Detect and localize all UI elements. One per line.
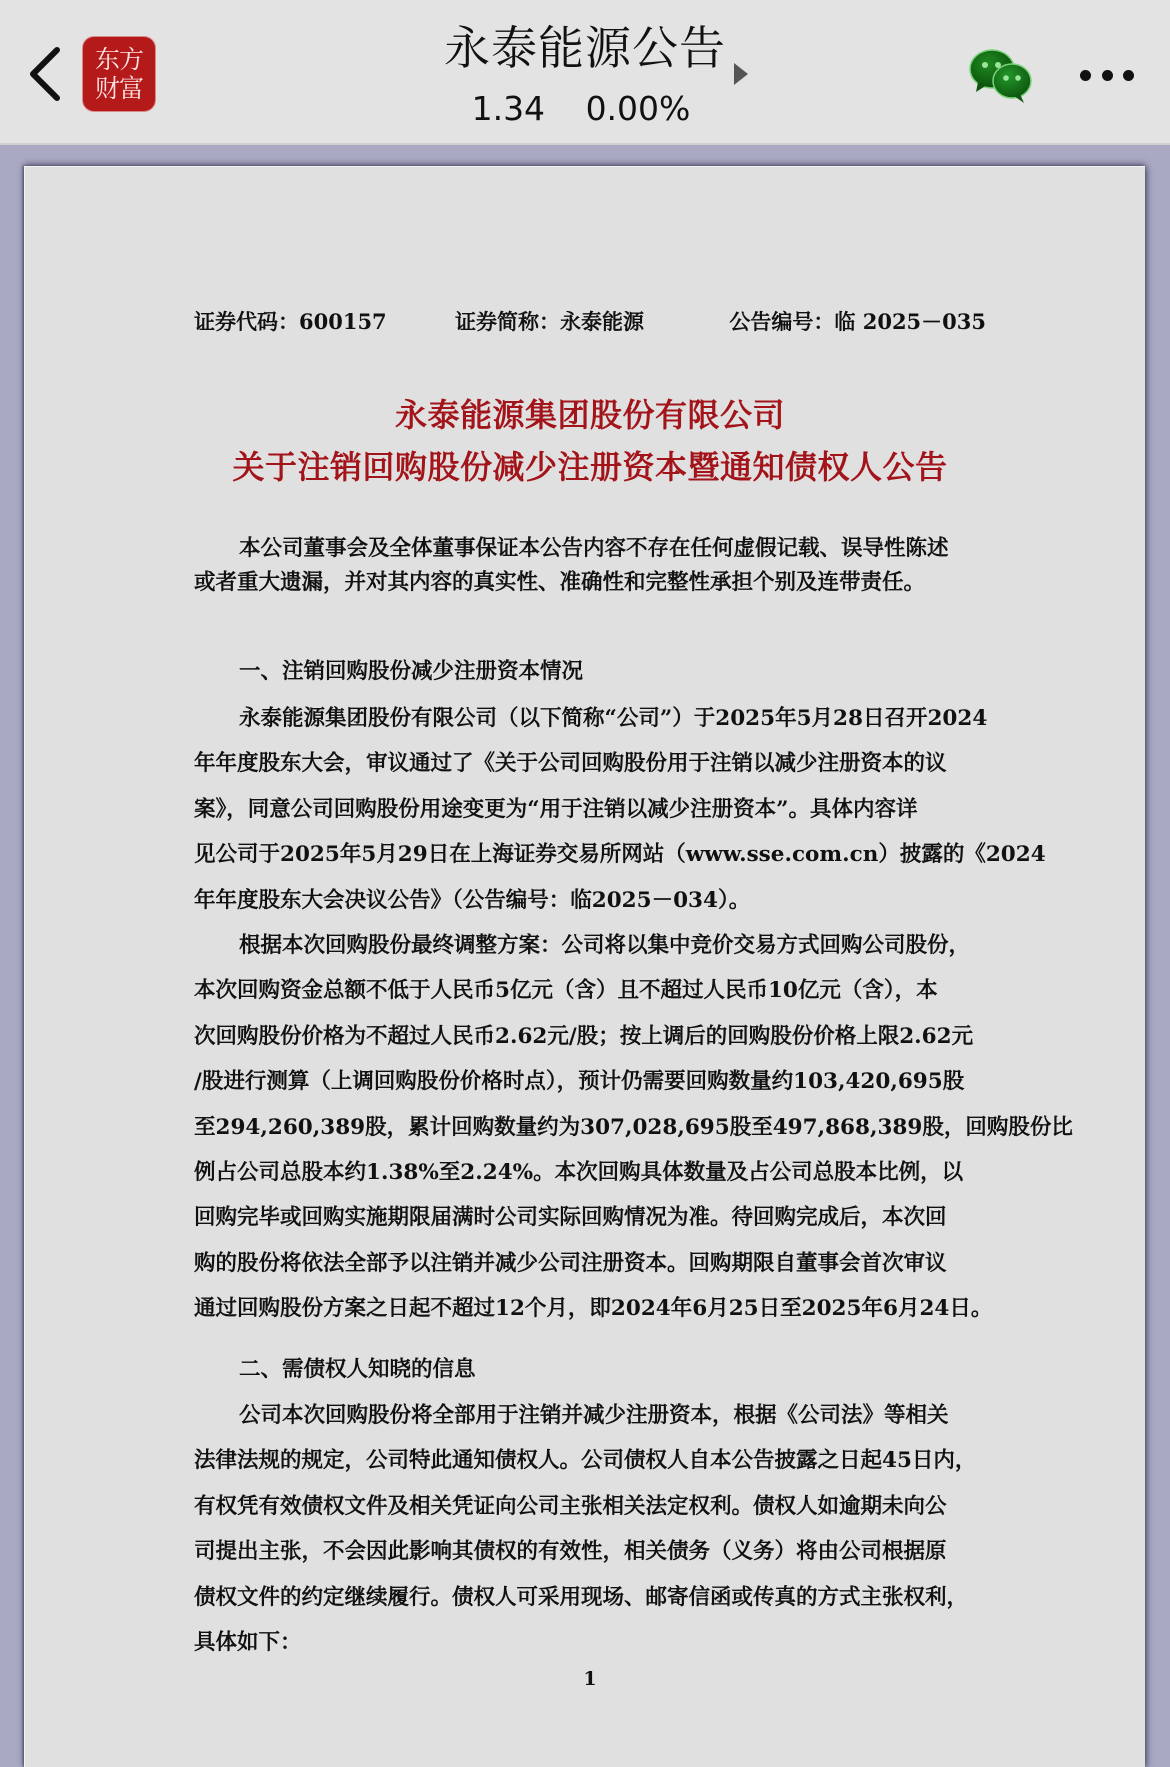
disclaimer-paragraph [194,532,986,600]
document-title-company: 永泰能源集团股份有限公司 [394,396,785,434]
pdf-page [24,166,1145,1767]
document-viewer[interactable] [0,145,1170,1745]
wechat-share-button[interactable] [968,48,1034,104]
text-line: 永泰能源集团股份有限公司（以下简称“公司”）于2025年5月28日召开2024 [239,706,988,731]
text-line: 司提出主张，不会因此影响其债权的有效性，相关债务（义务）将由公司根据原 [194,1539,947,1565]
text-line: /股进行测算（上调回购股份价格时点），预计仍需要回购数量约103,420,695股 [194,1069,965,1095]
text-line: 至294,260,389股，累计回购数量约为307,028,695股至497,868,389股，回购股份比 [194,1114,1073,1140]
security-short-name: 证券简称：永泰能源 [455,309,644,334]
page-number: 1 [583,1668,597,1690]
text-line: 法律法规的规定，公司特此通知债权人。公司债权人自本公告披露之日起45日内， [194,1448,977,1474]
more-dots-icon [1123,70,1134,81]
text-line: 有权凭有效债权文件及相关凭证向公司主张相关法定权利。债权人如逾期未向公 [194,1493,947,1519]
text-line: 案》，同意公司回购股份用途变更为“用于注销以减少注册资本”。具体内容详 [194,796,918,822]
text-line: 本公司董事会及全体董事保证本公告内容不存在任何虚假记载、误导性陈述 [239,536,949,561]
text-line: 年年度股东大会决议公告》（公告编号：临2025－034）。 [194,887,751,913]
more-dots-icon [1102,70,1113,81]
app-header [0,0,1170,145]
section1-body [194,696,1073,1332]
text-line: 公司本次回购股份将全部用于注销并减少注册资本，根据《公司法》等相关 [239,1403,949,1428]
triangle-right-icon[interactable] [734,63,748,85]
text-line: 本次回购资金总额不低于人民币5亿元（含）且不超过人民币10亿元（含），本 [194,978,938,1004]
page-title: 永泰能源公告 [444,21,726,75]
security-code: 证券代码：600157 [194,309,387,334]
text-line: 回购完毕或回购实施期限届满时公司实际回购情况为准。待回购完成后，本次回 [194,1205,947,1231]
more-options-button[interactable] [1080,60,1134,90]
text-line: 见公司于2025年5月29日在上海证券交易所网站（www.sse.com.cn）披露的《2024 [194,842,1046,868]
text-line: 具体如下： [194,1630,302,1656]
text-line: 通过回购股份方案之日起不超过12个月，即2024年6月25日至2025年6月24日。 [194,1296,993,1322]
section2-body [194,1393,986,1665]
stock-change-percent: 0.00% [585,89,691,128]
wechat-icon [968,48,1034,104]
text-line: 年年度股东大会，审议通过了《关于公司回购股份用于注销以减少注册资本的议 [194,751,947,777]
text-line: 购的股份将依法全部予以注销并减少公司注册资本。回购期限自董事会首次审议 [194,1250,947,1276]
section-heading-1: 一、注销回购股份减少注册资本情况 [239,659,584,684]
text-line: 根据本次回购股份最终调整方案：公司将以集中竞价交易方式回购公司股份， [239,933,971,959]
text-line: 或者重大遗漏，并对其内容的真实性、准确性和完整性承担个别及连带责任。 [194,570,926,595]
text-line: 债权文件的约定继续履行。债权人可采用现场、邮寄信函或传真的方式主张权利， [194,1584,969,1610]
section-heading-2: 二、需债权人知晓的信息 [239,1357,476,1382]
logo-text-line2: 财富 [94,74,143,103]
text-line: 次回购股份价格为不超过人民币2.62元/股；按上调后的回购股份价格上限2.62元 [194,1023,974,1049]
text-line: 例占公司总股本约1.38%至2.24%。本次回购具体数量及占公司总股本比例，以 [194,1160,964,1186]
logo-text-line1: 东方 [94,45,143,74]
more-dots-icon [1080,70,1091,81]
document-title-subject: 关于注销回购股份减少注册资本暨通知债权人公告 [232,448,948,486]
stock-price: 1.34 [471,89,546,128]
notice-number: 公告编号：临 2025－035 [729,309,986,334]
